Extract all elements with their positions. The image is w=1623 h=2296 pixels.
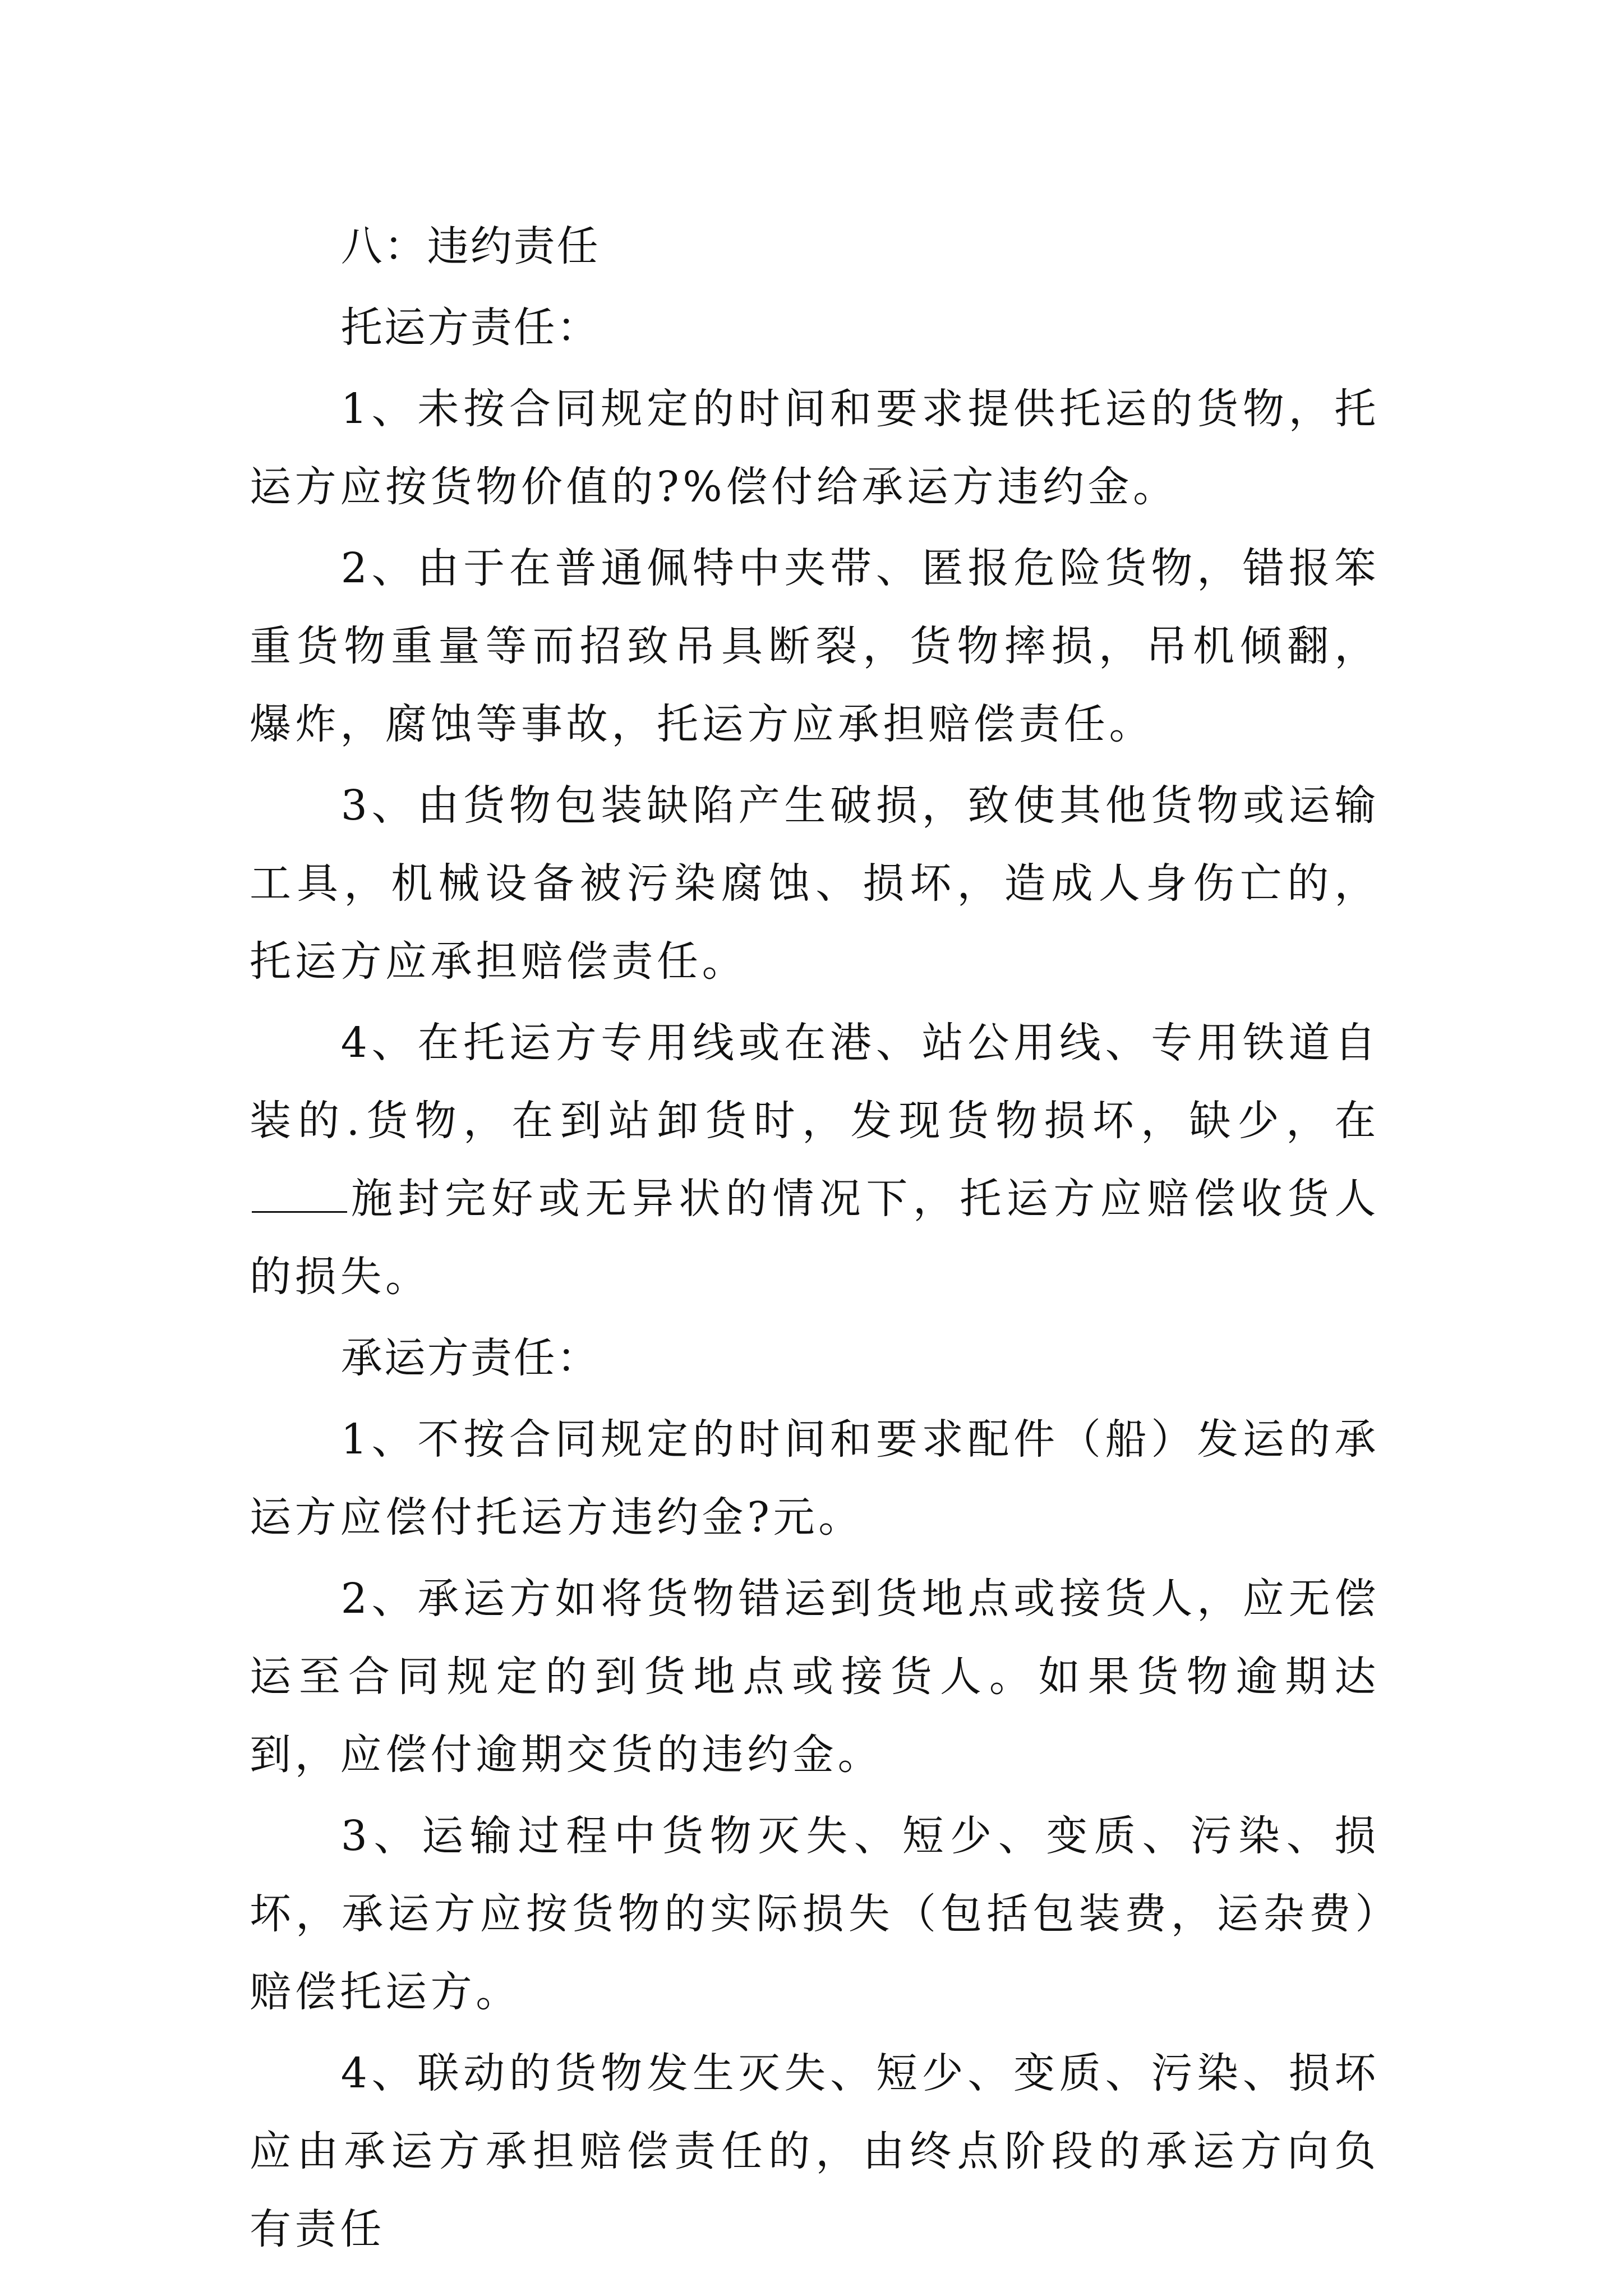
document-body (250, 208, 1380, 2272)
section-title: 八：违约责任 (340, 222, 600, 270)
fill-in-blank-line (252, 1174, 347, 1213)
shipper-item-4-text-before-blank: 4、在托运方专用线或在港、站公用线、专用铁道自装的.货物，在到站卸货时，发现货物损坏，缺少，在 (250, 1019, 1380, 1145)
shipper-item-3: 3、由货物包装缺陷产生破损，致使其他货物或运输工具，机械设备被污染腐蚀、损坏，造成人身伤亡的，托运方应承担赔偿责任。 (250, 781, 1380, 986)
carrier-item-1: 1、不按合同规定的时间和要求配件（船）发运的承运方应偿付托运方违约金?元。 (250, 1415, 1380, 1542)
carrier-item-3: 3、运输过程中货物灭失、短少、变质、污染、损坏，承运方应按货物的实际损失（包括包装费，运杂费）赔偿托运方。 (250, 1812, 1380, 2016)
shipper-item-1: 1、未按合同规定的时间和要求提供托运的货物，托运方应按货物价值的?%偿付给承运方违约金。 (250, 385, 1380, 511)
shipper-responsibility-heading: 托运方责任： (340, 303, 600, 352)
shipper-item-4 (250, 1004, 1380, 1316)
carrier-responsibility-heading: 承运方责任： (340, 1334, 600, 1382)
shipper-item-4-text-after-blank: 施封完好或无异状的情况下，托运方应赔偿收货人的损失。 (250, 1175, 1380, 1301)
carrier-item-2: 2、承运方如将货物错运到货地点或接货人，应无偿运至合同规定的到货地点或接货人。如果货物逾期达到，应偿付逾期交货的违约金。 (250, 1575, 1380, 1779)
shipper-item-2: 2、由于在普通佩特中夹带、匿报危险货物，错报笨重货物重量等而招致吊具断裂，货物摔损，吊机倾翻，爆炸，腐蚀等事故，托运方应承担赔偿责任。 (250, 544, 1380, 748)
carrier-item-4: 4、联动的货物发生灭失、短少、变质、污染、损坏应由承运方承担赔偿责任的，由终点阶段的承运方向负有责任 (250, 2049, 1380, 2253)
